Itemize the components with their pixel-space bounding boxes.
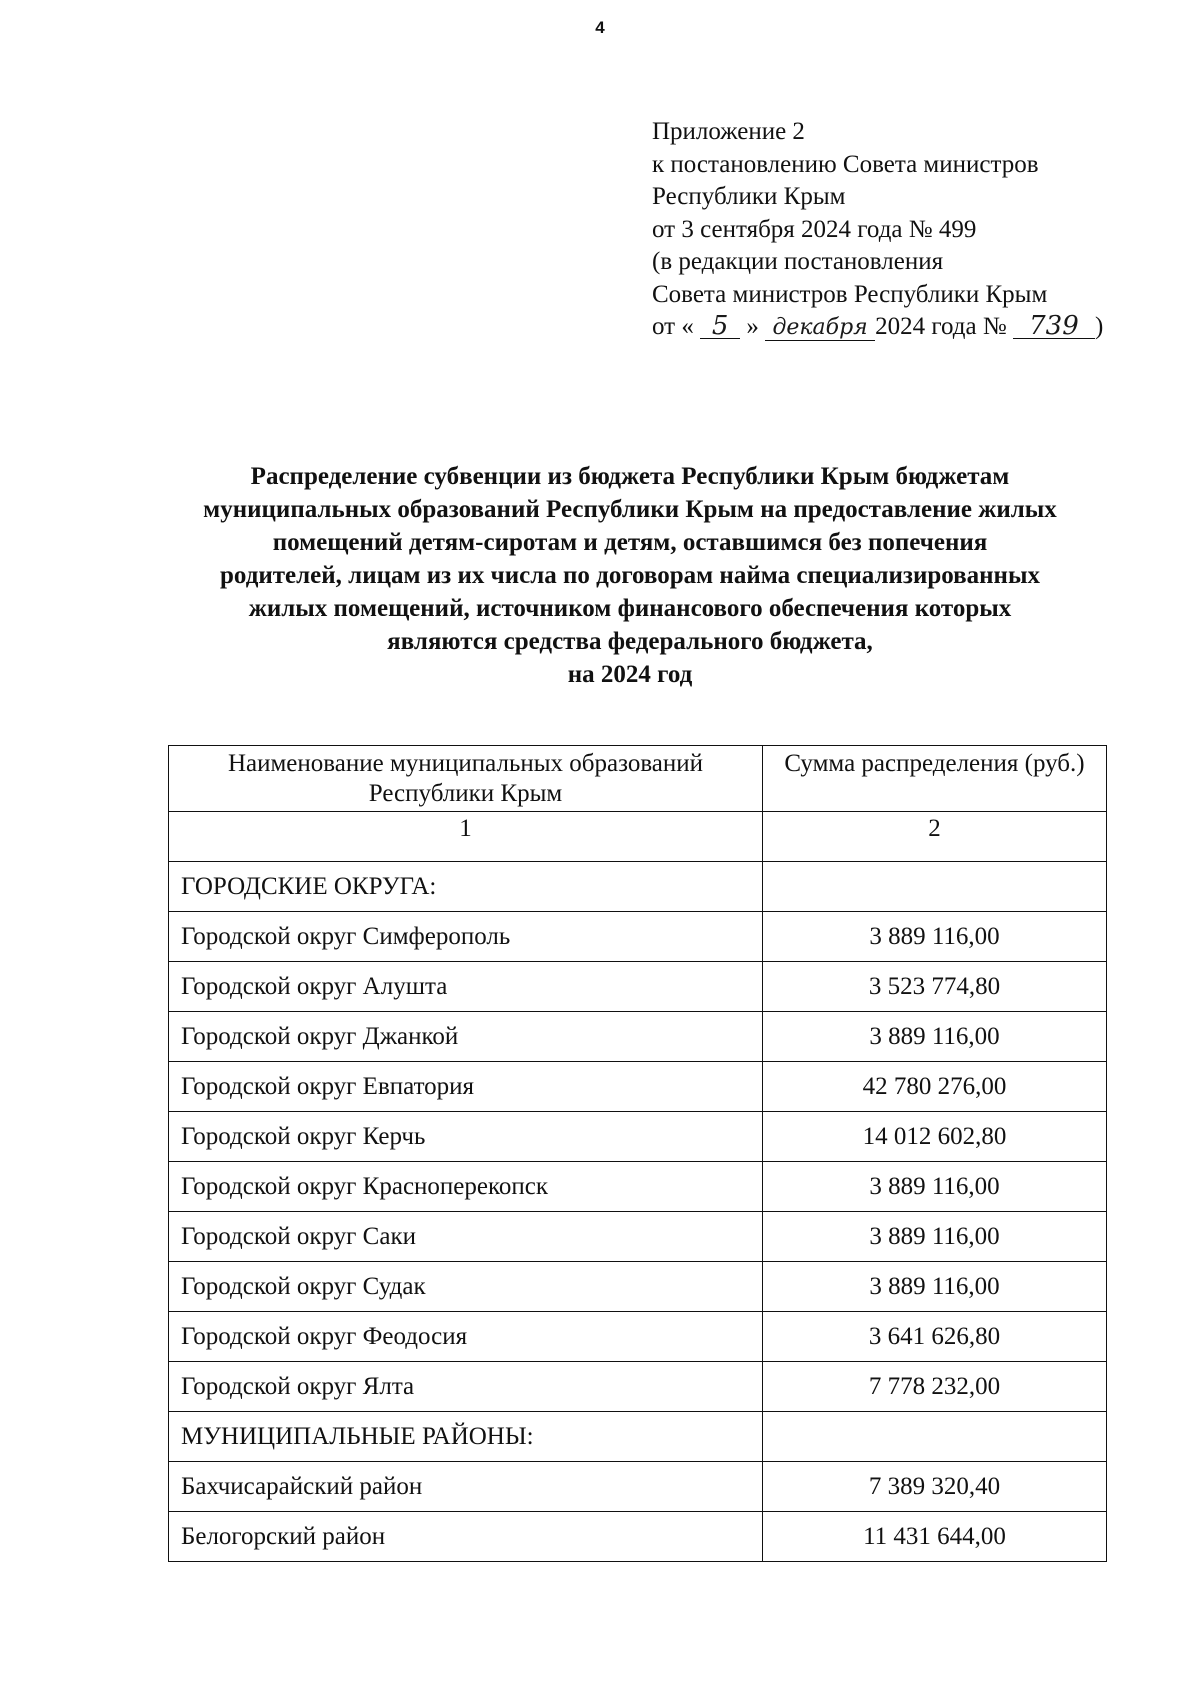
municipality-name: Городской округ Феодосия (169, 1312, 763, 1362)
table-row (169, 1362, 1107, 1412)
document-title (150, 460, 1110, 691)
column-number-2: 2 (763, 812, 1107, 862)
amount-value: 3 889 116,00 (763, 1162, 1107, 1212)
table-row (169, 1112, 1107, 1162)
amount-value: 11 431 644,00 (763, 1512, 1107, 1562)
table-row (169, 1062, 1107, 1112)
header-amount: Сумма распределения (руб.) (763, 746, 1107, 812)
municipality-name: Городской округ Алушта (169, 962, 763, 1012)
table-row (169, 1462, 1107, 1512)
table-row (169, 1012, 1107, 1062)
appendix-block (652, 116, 1103, 344)
table-row (169, 1162, 1107, 1212)
amendment-date-line (652, 311, 1103, 344)
table-row (169, 1212, 1107, 1262)
column-number-row (169, 812, 1107, 862)
amount-value: 3 889 116,00 (763, 912, 1107, 962)
title-line: Распределение субвенции из бюджета Республики Крым бюджетам (250, 463, 1010, 490)
municipality-name: Городской округ Джанкой (169, 1012, 763, 1062)
header-municipality (169, 746, 763, 812)
municipality-name: Городской округ Красноперекопск (169, 1162, 763, 1212)
handwritten-day: 5 (700, 314, 740, 339)
municipality-name: Городской округ Саки (169, 1212, 763, 1262)
municipality-name: Белогорский район (169, 1512, 763, 1562)
table-row (169, 912, 1107, 962)
distribution-table (168, 745, 1107, 1562)
appendix-line: Совета министров Республики Крым (652, 280, 1048, 308)
section-amount-empty (763, 862, 1107, 912)
municipality-name: Городской округ Судак (169, 1262, 763, 1312)
date-year: 2024 года № (875, 313, 1007, 340)
header-municipality-line2: Республики Крым (368, 780, 563, 807)
date-suffix: ) (1094, 313, 1104, 340)
amount-value: 7 389 320,40 (763, 1462, 1107, 1512)
section-title-city-districts: ГОРОДСКИЕ ОКРУГА: (169, 862, 763, 912)
date-mid: » (746, 313, 759, 340)
handwritten-month: декабря (765, 316, 875, 341)
appendix-line: от 3 сентября 2024 года № 499 (652, 215, 977, 243)
amount-value: 7 778 232,00 (763, 1362, 1107, 1412)
appendix-line: Приложение 2 (652, 118, 805, 145)
section-amount-empty (763, 1412, 1107, 1462)
title-line: жилых помещений, источником финансового обеспечения которых (248, 595, 1012, 622)
appendix-line: Республики Крым (652, 183, 846, 210)
amount-value: 14 012 602,80 (763, 1112, 1107, 1162)
amount-value: 3 889 116,00 (763, 1212, 1107, 1262)
column-number-1: 1 (169, 812, 763, 862)
section-row (169, 862, 1107, 912)
table-row (169, 1312, 1107, 1362)
amount-value: 3 523 774,80 (763, 962, 1107, 1012)
table-row (169, 1262, 1107, 1312)
date-prefix: от « (652, 313, 694, 340)
municipality-name: Городской округ Евпатория (169, 1062, 763, 1112)
amount-value: 42 780 276,00 (763, 1062, 1107, 1112)
municipality-name: Городской округ Керчь (169, 1112, 763, 1162)
title-line: муниципальных образований Республики Крым на предоставление жилых (203, 496, 1057, 523)
header-municipality-line1: Наименование муниципальных образований (227, 750, 704, 777)
title-line: помещений детям-сиротам и детям, оставшимся без попечения (272, 529, 988, 556)
title-line: на 2024 год (567, 661, 693, 688)
municipality-name: Бахчисарайский район (169, 1462, 763, 1512)
section-row (169, 1412, 1107, 1462)
amount-value: 3 889 116,00 (763, 1012, 1107, 1062)
table-header-row (169, 746, 1107, 812)
title-line: являются средства федерального бюджета, (387, 628, 873, 655)
appendix-line: (в редакции постановления (652, 248, 944, 275)
municipality-name: Городской округ Симферополь (169, 912, 763, 962)
section-title-municipal-districts: МУНИЦИПАЛЬНЫЕ РАЙОНЫ: (169, 1412, 763, 1462)
amount-value: 3 641 626,80 (763, 1312, 1107, 1362)
amount-value: 3 889 116,00 (763, 1262, 1107, 1312)
page-number: 4 (595, 18, 605, 37)
title-line: родителей, лицам из их числа по договорам найма специализированных (220, 562, 1040, 589)
table-row (169, 962, 1107, 1012)
appendix-line: к постановлению Совета министров (652, 150, 1039, 178)
municipality-name: Городской округ Ялта (169, 1362, 763, 1412)
handwritten-number: 739 (1013, 314, 1095, 339)
table-row (169, 1512, 1107, 1562)
